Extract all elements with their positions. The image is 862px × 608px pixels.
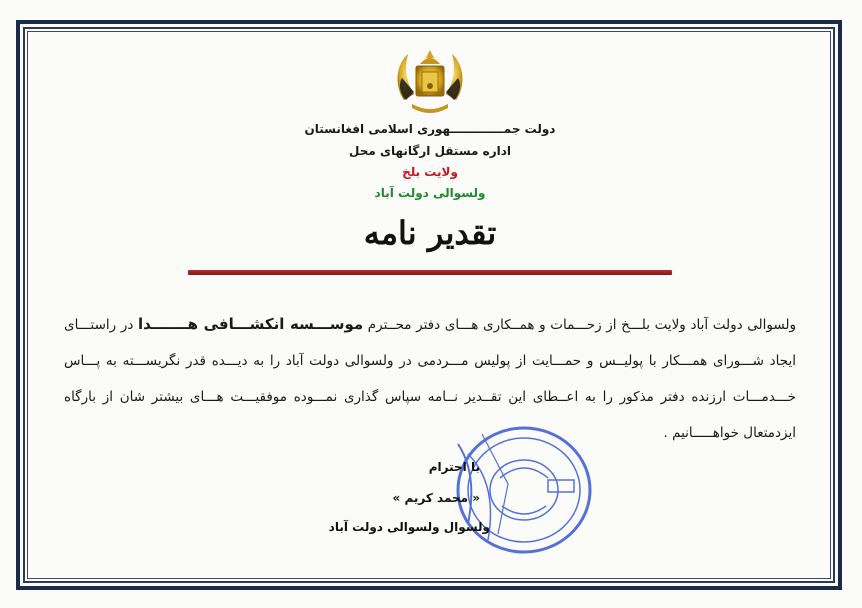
header-district: ولسوالی دولت آباد <box>374 186 486 200</box>
national-emblem-icon <box>390 42 470 118</box>
header-country: دولت جمـــــــــــــهوری اسلامی افغانستان <box>304 122 556 136</box>
organization-name: موســـسه انکشـــافی هـــــــدا <box>137 315 364 333</box>
signature-closing: با احترام <box>428 460 480 474</box>
certificate-title: تقدیر نامه <box>363 214 497 252</box>
body-intro: ولسوالی دولت آباد ولایت بلـــخ از زحـــمات و همــکاری هـــای دفتر محــترم <box>363 317 796 333</box>
title-divider <box>188 270 672 275</box>
body-rest: در راستـــای ایجاد شـــورای همـــکار با پولیــس و حمـــایت از پولیس مـــردمی در ولسوالی دولت آباد را به دیـــده قدر نگریســـته به پـــاس خـــدمـــات ارزنده دفتر مذکور را به اعــطای این تقــدیر نــامه سپاس گذاری نمـــوده موفقیـــت هـــای بیشتر شان از بارگاه ایزدمتعال خواهـــــانیم . <box>64 317 796 441</box>
header-agency: اداره مستقل ارگانهای محل <box>348 144 512 158</box>
signature-name: « محمد کریم » <box>392 491 480 505</box>
header-province: ولایت بلخ <box>402 165 458 179</box>
official-stamp-icon <box>438 414 598 564</box>
signature-position: ولسوال ولسوالی دولت آباد <box>328 520 490 534</box>
certificate-body <box>64 306 796 451</box>
